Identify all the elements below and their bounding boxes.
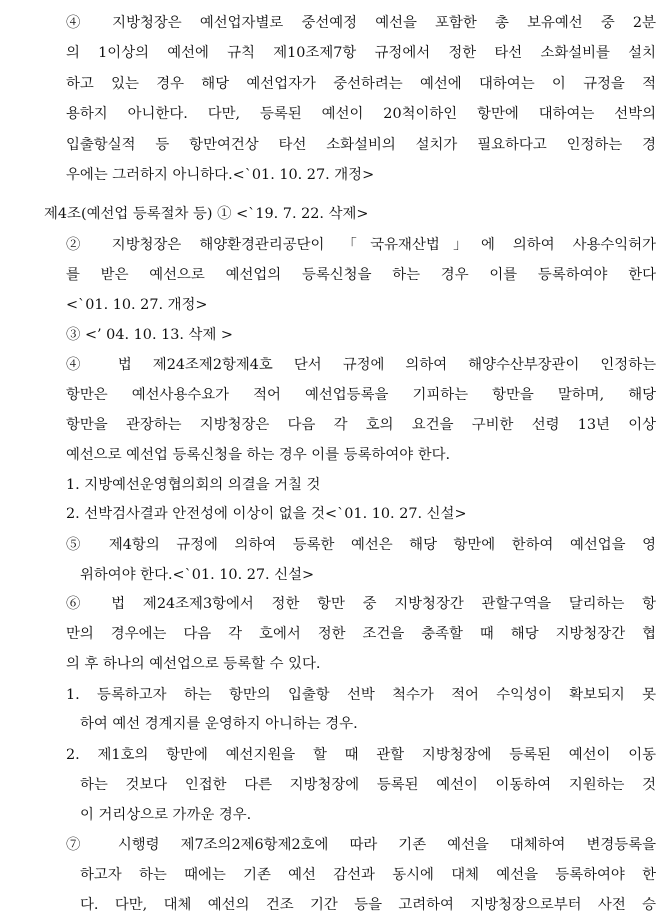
text-line: 입출항실적 등 항만여건상 타선 소화설비의 설치가 필요하다고 인정하는 경: [66, 137, 656, 153]
text-line: 하고 있는 경우 해당 예선업자가 중선하려는 예선에 대하여는 이 규정을 적: [66, 76, 656, 92]
text-line: 의 후 하나의 예선업으로 등록할 수 있다.: [66, 656, 321, 672]
text-line: 하고자 하는 때에는 기존 예선 감선과 동시에 대체 예선을 등록하여야 한: [80, 867, 656, 883]
text-line: ⑥ 법 제24조제3항에서 정한 항만 중 지방청장간 관할구역을 달리하는 항: [66, 596, 656, 612]
list-item: 하여 예선 경계지를 운영하지 아니하는 경우.: [80, 716, 358, 732]
list-item: 2. 선박검사결과 안전성에 이상이 없을 것<`01. 10. 27. 신설>: [66, 506, 467, 522]
text-line: 의 1이상의 예선에 규칙 제10조제7항 규정에서 정한 타선 소화설비를 설치: [66, 45, 656, 61]
text-line: ⑦ 시행령 제7조의2제6항제2호에 따라 기존 예선을 대체하여 변경등록을: [66, 837, 656, 853]
text-line: 위하여야 한다.<`01. 10. 27. 신설>: [80, 567, 315, 583]
list-item: 1. 지방예선운영협의회의 의결을 거칠 것: [66, 477, 321, 493]
text-line: 항만을 관장하는 지방청장은 다음 각 호의 요건을 구비한 선령 13년 이상: [66, 417, 656, 433]
text-line: ④ 지방청장은 예선업자별로 중선예정 예선을 포함한 총 보유예선 중 2분: [66, 15, 656, 31]
text-line: 우에는 그러하지 아니하다.<`01. 10. 27. 개정>: [66, 167, 375, 183]
list-item: 하는 것보다 인접한 다른 지방청장에 등록된 예선이 이동하여 지원하는 것: [80, 777, 656, 793]
list-item: 2. 제1호의 항만에 예선지원을 할 때 관할 지방청장에 등록된 예선이 이동: [66, 747, 656, 763]
text-line: ③ <’ 04. 10. 13. 삭제 >: [66, 327, 233, 343]
text-line: 다. 다만, 대체 예선의 건조 기간 등을 고려하여 지방청장으로부터 사전 승: [80, 897, 656, 913]
text-line: 만의 경우에는 다음 각 호에서 정한 조건을 충족할 때 해당 지방청장간 협: [66, 626, 656, 642]
text-line: ② 지방청장은 해양환경관리공단이 「국유재산법」에 의하여 사용수익허가: [66, 237, 656, 253]
list-item: 이 거리상으로 가까운 경우.: [80, 807, 252, 823]
article-heading: 제4조(예선업 등록절차 등) ① <`19. 7. 22. 삭제>: [44, 206, 369, 222]
text-line: ④ 법 제24조제2항제4호 단서 규정에 의하여 해양수산부장관이 인정하는: [66, 357, 656, 373]
text-line: ⑤ 제4항의 규정에 의하여 등록한 예선은 해당 항만에 한하여 예선업을 영: [66, 537, 656, 553]
text-line: 항만은 예선사용수요가 적어 예선업등록을 기피하는 항만을 말하며, 해당: [66, 387, 656, 403]
text-line: <`01. 10. 27. 개정>: [66, 297, 208, 313]
text-line: 용하지 아니한다. 다만, 등록된 예선이 20척이하인 항만에 대하여는 선박의: [66, 106, 656, 122]
text-line: 를 받은 예선으로 예선업의 등록신청을 하는 경우 이를 등록하여야 한다: [66, 267, 656, 283]
text-line: 예선으로 예선업 등록신청을 하는 경우 이를 등록하여야 한다.: [66, 447, 451, 463]
list-item: 1. 등록하고자 하는 항만의 입출항 선박 척수가 적어 수익성이 확보되지 못: [66, 687, 656, 703]
